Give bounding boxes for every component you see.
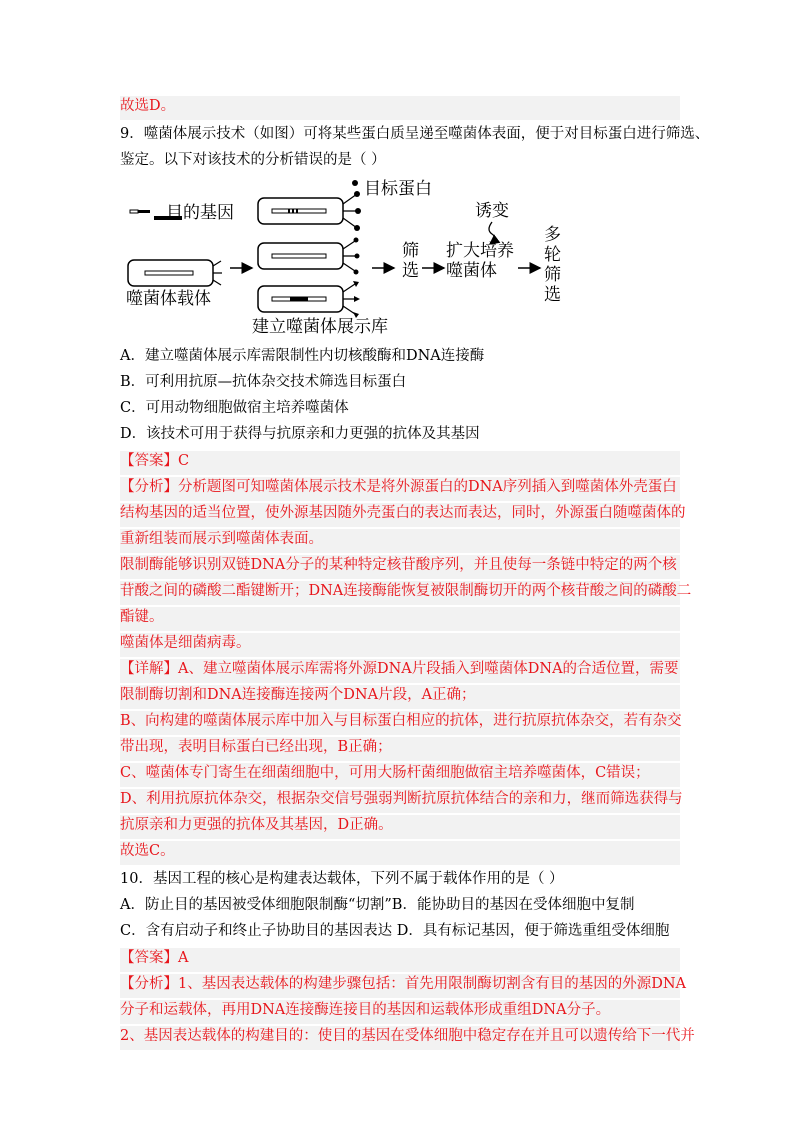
previous-conclusion: 故选D。 — [120, 96, 680, 120]
phage-display-diagram — [120, 178, 570, 338]
label-multi-3: 筛 — [544, 265, 561, 285]
q9-analysis-6: 酯键。 — [120, 607, 680, 631]
q9-analysis-5: 苷酸之间的磷酸二酯键断开；DNA连接酶能恢复被限制酶切开的两个核苷酸之间的磷酸二 — [120, 581, 680, 605]
q9-analysis-7: 噬菌体是细菌病毒。 — [120, 633, 680, 657]
label-expand-1: 扩大培养 — [446, 241, 514, 261]
q10-options-line2: C．含有启动子和终止子协助目的基因表达 D．具有标记基因，便于筛选重组受体细胞 — [120, 923, 670, 939]
library-phage-3-icon — [258, 281, 360, 318]
label-target-protein: 目标蛋白 — [364, 179, 432, 199]
q9-detail-6: D、利用抗原抗体杂交，根据杂交信号强弱判断抗原抗体结合的亲和力，继而筛选获得与 — [120, 789, 680, 813]
label-multi-2: 轮 — [544, 245, 561, 265]
label-screen-1: 筛 — [402, 241, 419, 261]
q10-options-line1: A．防止目的基因被受体细胞限制酶“切割”B．能协助目的基因在受体细胞中复制 — [120, 897, 635, 913]
q9-option-b: B．可利用抗原—抗体杂交技术筛选目标蛋白 — [120, 374, 407, 390]
label-mutagen: 诱变 — [475, 201, 509, 221]
q9-detail-5: C、噬菌体专门寄生在细菌细胞中，可用大肠杆菌细胞做宿主培养噬菌体，C错误； — [120, 763, 680, 787]
q10-analysis-3: 2、基因表达载体的构建目的：使目的基因在受体细胞中稳定存在并且可以遗传给下一代并 — [120, 1026, 680, 1050]
q10-analysis-2: 分子和运载体，再用DNA连接酶连接目的基因和运载体形成重组DNA分子。 — [120, 1000, 680, 1024]
q9-conclusion: 故选C。 — [120, 841, 680, 865]
q9-detail-7: 抗原亲和力更强的抗体及其基因，D正确。 — [120, 815, 680, 839]
q9-analysis-1: 【分析】分析题图可知噬菌体展示技术是将外源蛋白的DNA序列插入到噬菌体外壳蛋白 — [120, 477, 680, 501]
label-multi-4: 选 — [544, 285, 561, 305]
q9-stem-line2: 鉴定。以下对该技术的分析错误的是（ ） — [120, 152, 386, 168]
q9-option-a: A．建立噬菌体展示库需限制性内切核酸酶和DNA连接酶 — [120, 348, 485, 364]
q10-stem: 10．基因工程的核心是构建表达载体，下列不属于载体作用的是（ ） — [120, 871, 564, 887]
label-multi-1: 多 — [544, 225, 561, 245]
label-vector: 噬菌体载体 — [126, 289, 211, 309]
label-library: 建立噬菌体展示库 — [252, 317, 388, 337]
q9-detail-4: 带出现，表明目标蛋白已经出现，B正确； — [120, 737, 680, 761]
q10-answer: 【答案】A — [120, 948, 680, 972]
q9-detail-2: 限制酶切割和DNA连接酶连接两个DNA片段，A正确； — [120, 685, 680, 709]
label-screen-2: 选 — [402, 261, 419, 281]
q9-analysis-3: 重新组装而展示到噬菌体表面。 — [120, 529, 680, 553]
q9-option-c: C．可用动物细胞做宿主培养噬菌体 — [120, 400, 349, 416]
library-phage-2-icon — [258, 238, 360, 275]
label-target-gene: 目的基因 — [166, 203, 234, 223]
q9-stem-line1: 9．噬菌体展示技术（如图）可将某些蛋白质呈递至噬菌体表面，便于对目标蛋白进行筛选、 — [120, 126, 710, 142]
q9-option-d: D．该技术可用于获得与抗原亲和力更强的抗体及其基因 — [120, 426, 480, 442]
q9-analysis-2: 结构基因的适当位置，使外源基因随外壳蛋白的表达而表达，同时，外源蛋白随噬菌体的 — [120, 503, 680, 527]
vector-phage-icon — [128, 260, 222, 286]
q9-answer: 【答案】C — [120, 451, 680, 475]
label-expand-2: 噬菌体 — [446, 261, 497, 281]
q9-detail-3: B、向构建的噬菌体展示库中加入与目标蛋白相应的抗体，进行抗原抗体杂交，若有杂交 — [120, 711, 680, 735]
q9-detail-1: 【详解】A、建立噬菌体展示库需将外源DNA片段插入到噬菌体DNA的合适位置，需要 — [120, 659, 680, 683]
q9-analysis-4: 限制酶能够识别双链DNA分子的某种特定核苷酸序列，并且使每一条链中特定的两个核 — [120, 555, 680, 579]
q10-analysis-1: 【分析】1、基因表达载体的构建步骤包括：首先用限制酶切割含有目的基因的外源DNA — [120, 974, 680, 998]
library-phage-1-icon — [258, 180, 361, 231]
